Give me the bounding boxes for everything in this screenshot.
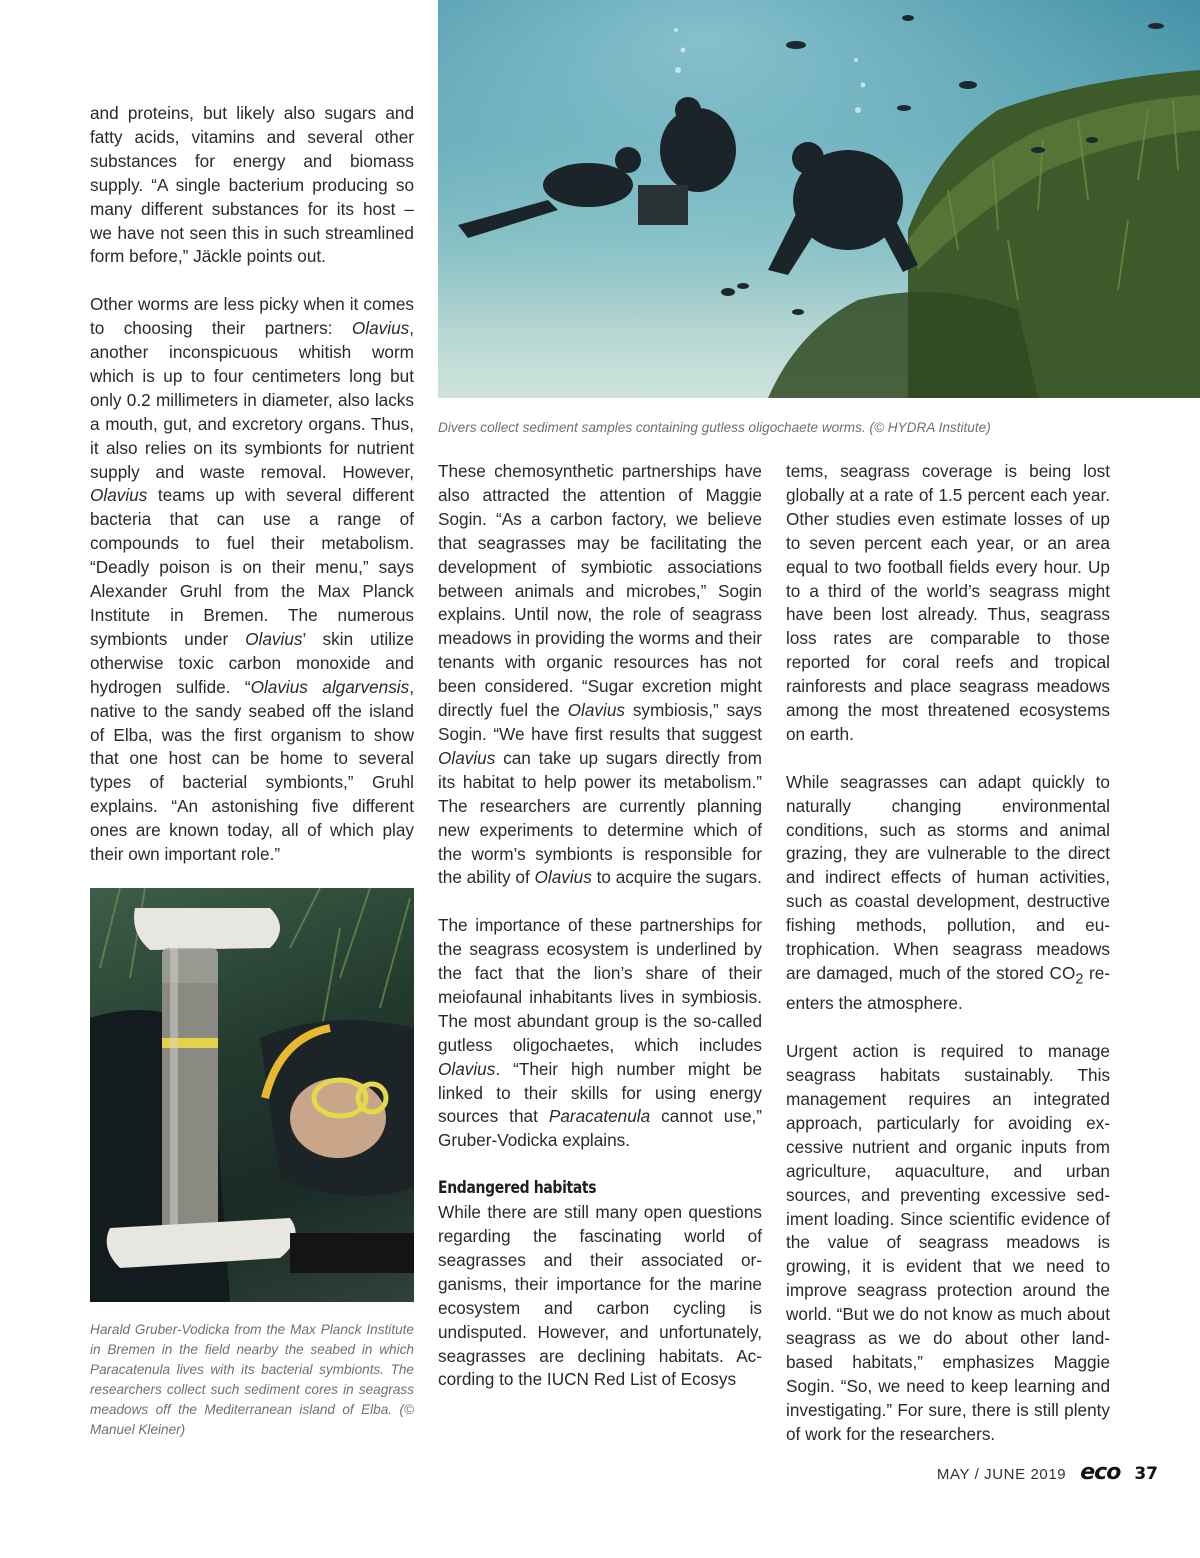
italic-term: Olavius [534,867,592,888]
paragraph: These chemosynthetic partnerships have also attracted the attention of Maggie Sogin. “As a carbon factory, we believe that seagrasses may be facilitating the development of symbiotic associations between animals and microbes,” Sogin explains. Until now, the role of seagrass meadows in providing the worms and their tenants with organic resources has not been considered. “Sugar excretion might directly fuel the Olavius symbiosis,” says Sogin. “We have first results that suggest Olavius can take up sugars directly from its habitat to help power its metabolism.” The researchers are currently planning new experiments to determine which of the worm’s symbionts is responsible for the ability of Olavius to acquire the sugars. [438,461,762,888]
sediment-core-caption: Harald Gruber-Vodicka from the Max Planck Institute in Bremen in the field nearby the seabed in which Paracatenula lives with its bacterial symbionts. The researchers collect such sediment cores in seagrass meadows off the Mediterranean island of Elba. (© Manuel Kleiner) [90,1322,414,1437]
page-number: 37 [1134,1464,1158,1484]
article-column-3 [786,460,1110,1447]
italic-term: Olavius algarvensis [250,676,410,697]
divers-photo [438,0,1200,398]
divers-photo-caption: Divers collect sediment samples containing gutless oligochaete worms. (© HYDRA Institute) [438,420,991,435]
paragraph: Urgent action is required to manage seagrass habitats sustainably. This management requires an integrated approach, particularly for avoiding excessive nutrient and organic inputs from agriculture, aquaculture, and urban sources, and preventing excessive sediment loading. Since scientific evidence of the value of seagrass meadows is growing, it is evident that we need to improve seagrass protection around the world. “But we do not know as much about seagrass as we do about other land-based habitats,” emphasizes Maggie Sogin. “So, we need to keep learning and investigating.” For sure, there is still plenty of work for the researchers. [786,1041,1110,1444]
italic-term: Paracatenula [548,1106,651,1127]
magazine-logo: eco [1080,1460,1121,1485]
sediment-core-photo [90,888,414,1302]
paragraph: and proteins, but likely also sugars and fatty acids, vitamins and several other substances for energy and biomass supply. “A single bacterium producing so many different substances for its host – we have not seen this in such streamlined form before,” Jäckle points out. [90,103,414,267]
italic-term: Olavius [567,700,625,721]
italic-term: Olavius [351,318,410,339]
paragraph: While seagrasses can adapt quickly to naturally changing environmental conditions, such as storms and animal grazing, they are vulnerable to the direct and indirect effects of human activities, such as coastal development, destructive fishing methods, pollution, and eutrophication. When seagrass meadows are damaged, much of the stored $CO_2$ re-enters the atmosphere. [786,771,1111,1014]
section-heading: Endangered habitats [438,1178,597,1199]
paragraph: The importance of these partnerships for the seagrass ecosystem is underlined by the fact that the lion’s share of their meiofaunal inhabitants lives in symbiosis. The most abundant group is the so-called gutless oligochaetes, which includes Olavius. “Their high number might be linked to their skills for using energy sources that Paracatenula cannot use,” Gruber-Vodicka explains. [438,915,762,1151]
paragraph: While there are still many open questions regarding the fascinating world of seagrasses and their associated organisms, their importance for the marine ecosystem and carbon cycling is undisputed. However, and unfortunately, seagrasses are declining habitats. According to the IUCN Red List of Ecosys [438,1202,762,1390]
italic-term: Olavius [245,628,303,649]
italic-term: Olavius [438,747,496,768]
subscript: 2 [1075,971,1084,988]
paragraph: Other worms are less picky when it comes to choosing their partners: Olavius, another inconspicuous whitish worm which is up to four centimeters long but only 0.2 millimeters in diameter, also lacks a mouth, gut, and excretory organs. Thus, it also relies on its symbionts for nutrient supply and waste removal. However, Olavius teams up with several different bacteria that can use a range of compounds to fuel their metabolism. “Deadly poison is on their menu,” says Alexander Gruhl from the Max Planck Institute in Bremen. The numerous symbionts under Olavius’ skin utilize otherwise toxic carbon monoxide and hydrogen sulfide. “Olavius algarvensis, native to the sandy seabed off the island of Elba, was the first organism to show that one host can be home to several types of bacterial symbionts,” Gruhl explains. “An astonishing five different ones are known today, all of which play their own important role.” [90,294,414,865]
article-column-1 [90,102,414,867]
issue-date: MAY / JUNE 2019 [936,1466,1067,1483]
page-footer [937,1460,1158,1486]
paragraph: tems, seagrass coverage is being lost globally at a rate of 1.5 percent each year. Other studies even estimate losses of up to seven percent each year, or an area equal to two football fields every hour. Up to a third of the world’s seagrass might have been lost already. Thus, seagrass loss rates are comparable to those reported for coral reefs and tropical rainforests and place seagrass meadows among the most threatened ecosystems on earth. [786,461,1110,744]
italic-term: Olavius [90,485,148,506]
article-column-2 [438,460,762,1392]
italic-term: Olavius [438,1058,496,1079]
